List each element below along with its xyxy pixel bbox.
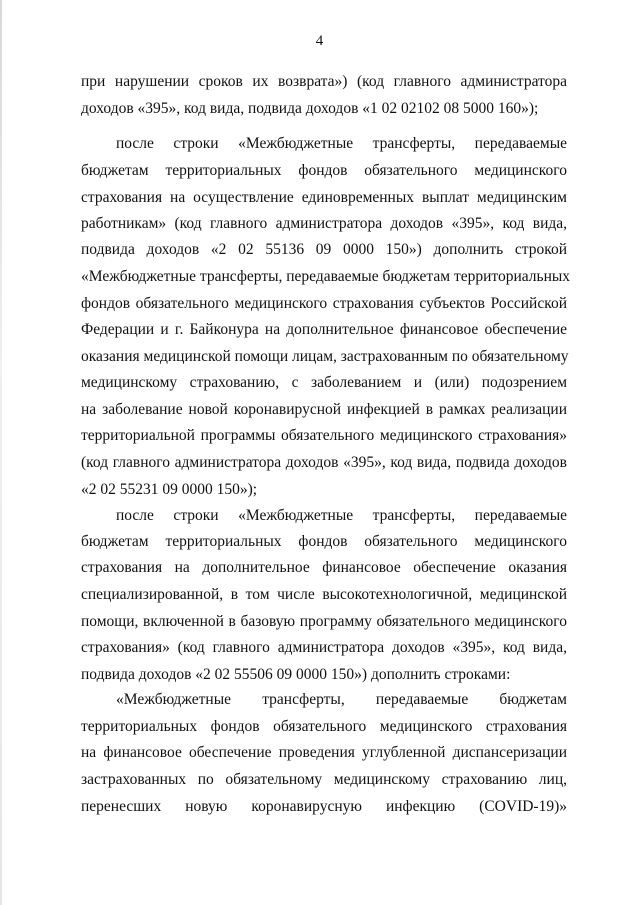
text-line: застрахованных по обязательному медицинскому страхованию лиц, <box>81 771 567 788</box>
text-line: бюджетам территориальных фондов обязательного медицинского <box>81 533 567 550</box>
text-line: страхования» (код главного администратора доходов «395», код вида, <box>81 639 567 656</box>
text-line: (код главного администратора доходов «395», код вида, подвида доходов <box>81 454 567 471</box>
text-line: «2 02 55231 09 0000 150»); <box>81 481 258 498</box>
scan-edge <box>0 0 2 905</box>
text-line: территориальной программы обязательного медицинского страхования» <box>81 427 567 444</box>
text-line: специализированной, в том числе высокотехнологичной, медицинской <box>81 586 567 603</box>
page-number: 4 <box>315 33 324 49</box>
text-line: помощи, включенной в базовую программу обязательного медицинского <box>81 613 567 630</box>
text-line: Федерации и г. Байконура на дополнительное финансовое обеспечение <box>81 321 567 338</box>
text-line: территориальных фондов обязательного медицинского страхования <box>81 718 567 735</box>
text-line: при нарушении сроков их возврата») (код главного администратора <box>81 73 567 90</box>
text-line: доходов «395», код вида, подвида доходов «1 02 02102 08 5000 160»); <box>81 100 539 117</box>
text-line: перенесших новую коронавирусную инфекцию (COVID-19)» <box>81 798 567 815</box>
text-line: медицинскому страхованию, с заболеванием и (или) подозрением <box>81 374 567 391</box>
text-line: «Межбюджетные трансферты, передаваемые бюджетам <box>116 691 567 708</box>
text-line: работникам» (код главного администратора доходов «395», код вида, <box>81 215 567 232</box>
text-line: страхования на дополнительное финансовое обеспечение оказания <box>81 559 567 576</box>
text-line: фондов обязательного медицинского страхования субъектов Российской <box>81 295 567 312</box>
text-line: на заболевание новой коронавирусной инфекцией в рамках реализации <box>81 401 567 418</box>
text-line: после строки «Межбюджетные трансферты, передаваемые <box>116 135 567 152</box>
text-line: бюджетам территориальных фондов обязательного медицинского <box>81 162 567 179</box>
text-line: оказания медицинской помощи лицам, застрахованным по обязательному <box>81 348 569 365</box>
text-line: подвида доходов «2 02 55506 09 0000 150») дополнить строками: <box>81 666 511 683</box>
text-line: страхования на осуществление единовременных выплат медицинским <box>81 189 567 206</box>
text-line: после строки «Межбюджетные трансферты, передаваемые <box>116 507 567 524</box>
text-line: подвида доходов «2 02 55136 09 0000 150») дополнить строкой <box>81 241 567 258</box>
text-line: на финансовое обеспечение проведения углубленной диспансеризации <box>81 744 567 761</box>
text-line: «Межбюджетные трансферты, передаваемые бюджетам территориальных <box>81 268 571 285</box>
